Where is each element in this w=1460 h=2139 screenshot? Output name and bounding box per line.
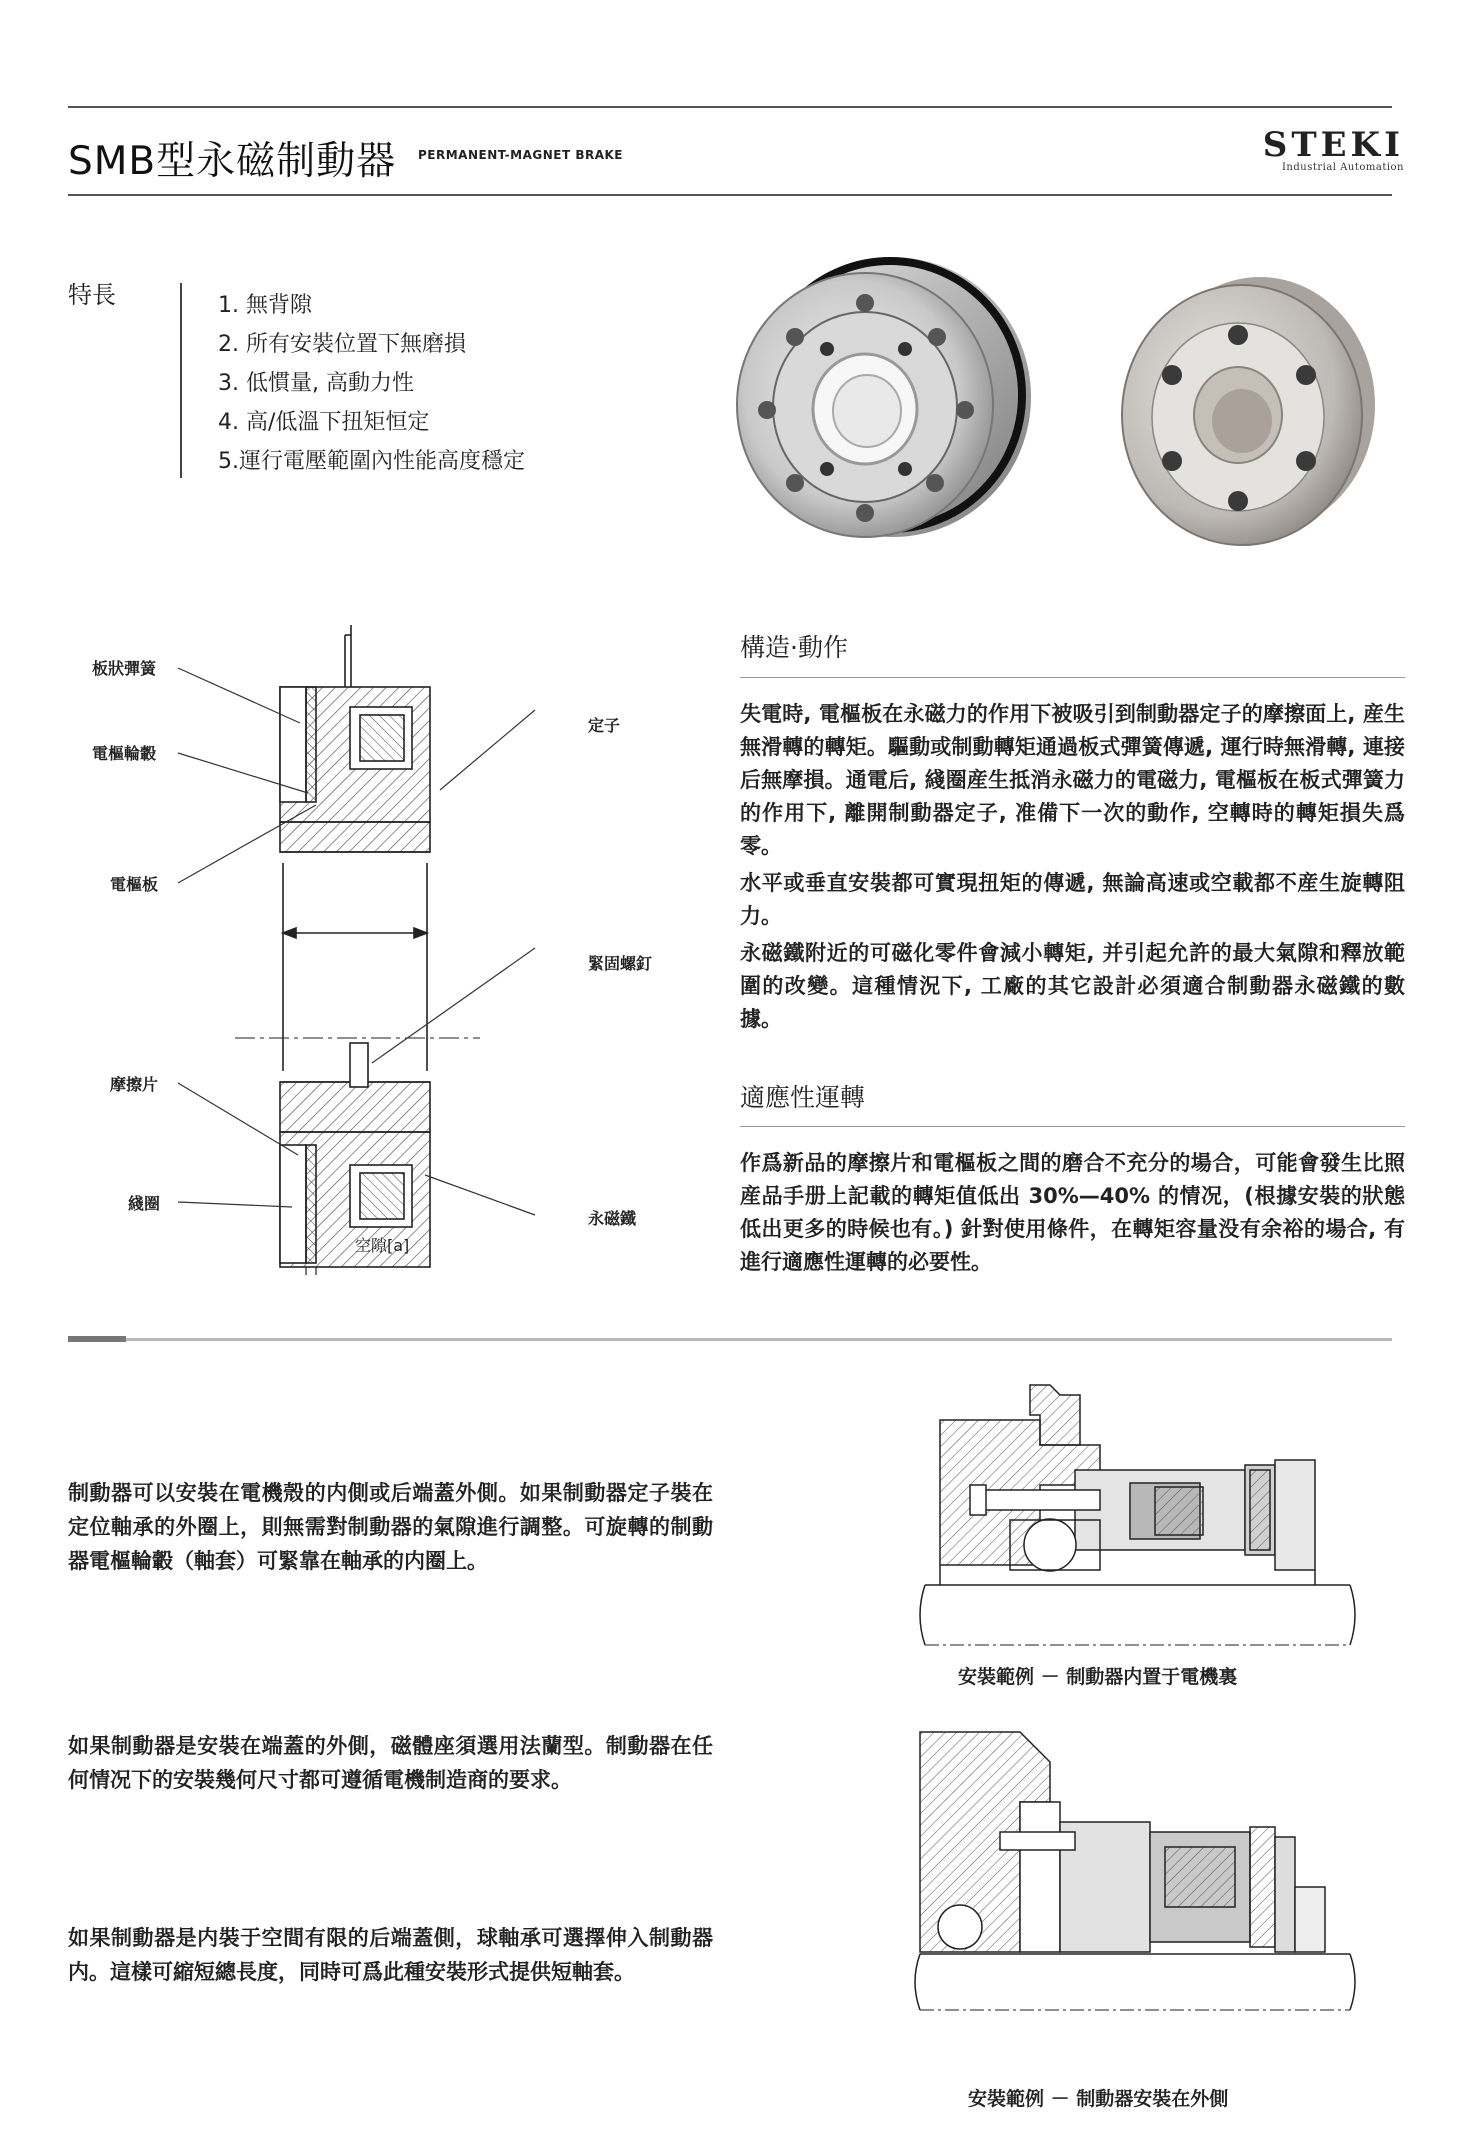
header-bottom-rule [68, 194, 1392, 196]
label-coil: 綫圈 [128, 1194, 161, 1213]
features-label: 特長 [68, 281, 116, 309]
feature-item: 4. 高/低溫下扭矩恒定 [218, 410, 430, 435]
logo-text: STEKI [1262, 125, 1404, 165]
product-photo-rear [1110, 265, 1380, 555]
logo-subtext: Industrial Automation [1281, 162, 1404, 173]
adaptive-heading-rule [740, 1126, 1405, 1127]
brake-cross-section-diagram [140, 615, 640, 1275]
install-paragraph-3: 如果制動器是内裝于空間有限的后端蓋側，球軸承可選擇伸入制動器内。這樣可縮短總長度，同時可爲此種安裝形式提供短軸套。 [68, 1926, 713, 1984]
page-title: SMB型永磁制動器 [68, 139, 397, 184]
label-set-screw: 緊固螺釘 [588, 954, 653, 973]
label-armature-plate: 電樞板 [110, 875, 159, 894]
page-subtitle: PERMANENT-MAGNET BRAKE [418, 148, 623, 162]
feature-item: 3. 低慣量, 高動力性 [218, 371, 414, 396]
feature-item: 2. 所有安裝位置下無磨損 [218, 332, 466, 357]
install-paragraph-2: 如果制動器是安裝在端蓋的外側，磁體座須選用法蘭型。制動器在任何情况下的安裝幾何尺寸都可遵循電機制造商的要求。 [68, 1734, 713, 1792]
header-top-rule [68, 106, 1392, 108]
install-example-outside-drawing [910, 1722, 1370, 2022]
adaptive-paragraph: 作爲新品的摩擦片和電樞板之間的磨合不充分的場合，可能會發生比照産品手册上記載的轉矩值低出 30%—40% 的情况，(根據安裝的狀態低出更多的時候也有。) 針對使用條件，在轉矩容量没有余裕的場合, 有進行適應性運轉的必要性。 [740, 1151, 1405, 1274]
structure-paragraph-2: 水平或垂直安裝都可實現扭矩的傳遞, 無論高速或空載都不産生旋轉阻力。 [740, 871, 1405, 928]
label-armature-hub: 電樞輪轂 [92, 744, 157, 763]
structure-paragraph-1: 失電時, 電樞板在永磁力的作用下被吸引到制動器定子的摩擦面上, 産生無滑轉的轉矩。驅動或制動轉矩通過板式彈簧傳遞, 運行時無滑轉, 連接后無摩損。通電后, 綫圈産生抵消永磁力的電磁力, 電樞板在板式彈簧力的作用下, 離開制動器定子, 准備下一次的動作, 空轉時的轉矩損失爲零。 [740, 702, 1405, 858]
feature-item: 5.運行電壓範圍內性能高度穩定 [218, 449, 525, 474]
install-paragraph-1: 制動器可以安裝在電機殼的内側或后端蓋外側。如果制動器定子裝在定位軸承的外圈上，則無需對制動器的氣隙進行調整。可旋轉的制動器電樞輪轂（軸套）可緊靠在軸承的内圈上。 [68, 1481, 713, 1573]
label-stator: 定子 [588, 716, 621, 735]
structure-heading: 構造·動作 [740, 633, 848, 662]
label-magnet: 永磁鐵 [588, 1209, 637, 1228]
label-air-gap: 空隙[a] [355, 1236, 410, 1255]
adaptive-heading: 適應性運轉 [740, 1083, 866, 1112]
install-caption-outside: 安裝範例 － 制動器安裝在外側 [968, 2088, 1229, 2110]
label-friction-disc: 摩擦片 [110, 1075, 159, 1094]
section-divider [126, 1338, 1392, 1341]
section-divider-accent [68, 1336, 126, 1342]
structure-heading-rule [740, 677, 1405, 678]
install-caption-inside: 安裝範例 － 制動器内置于電機裏 [958, 1666, 1238, 1688]
label-plate-spring: 板狀彈簧 [92, 659, 157, 678]
features-divider [180, 283, 182, 478]
product-photo-front [715, 245, 1035, 565]
features-list [218, 286, 525, 481]
structure-paragraph-3: 永磁鐵附近的可磁化零件會減小轉矩, 并引起允許的最大氣隙和釋放範圍的改變。這種情況下, 工廠的其它設計必須適合制動器永磁鐵的數據。 [740, 941, 1405, 1031]
feature-item: 1. 無背隙 [218, 293, 312, 318]
brand-logo [1262, 125, 1404, 173]
install-example-inside-drawing [910, 1375, 1370, 1655]
